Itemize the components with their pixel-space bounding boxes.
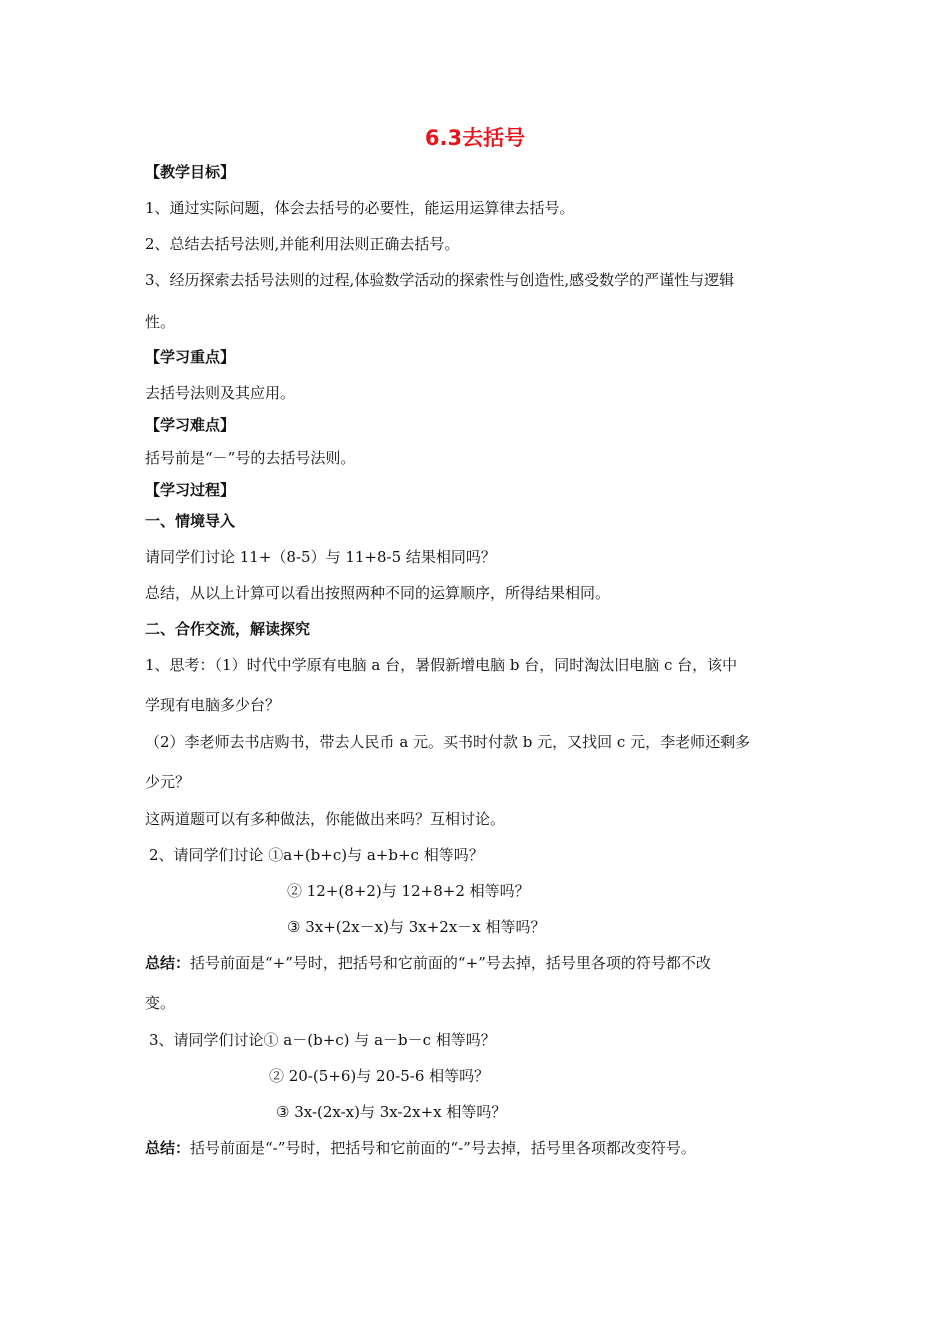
- difficulties-text: 括号前是“－”号的去括号法则。: [145, 449, 356, 467]
- objectives-heading: 【教学目标】: [145, 163, 236, 181]
- process-heading: 【学习过程】: [145, 481, 236, 499]
- summary1: [145, 953, 711, 973]
- objective-item-3-cont: 性。: [145, 313, 176, 331]
- discuss3-line-2: ② 20-(5+6)与 20-5-6 相等吗？: [269, 1067, 490, 1085]
- summary2-text: 括号前面是“-”号时，把括号和它前面的“-”号去掉，括号里各项都改变符号。: [190, 1139, 696, 1157]
- think-line-4: 少元？: [145, 773, 191, 791]
- summary1-label: 总结：: [145, 954, 191, 972]
- objective-item-3: 3、经历探索去括号法则的过程,体验数学活动的探索性与创造性,感受数学的严谨性与逻辑: [145, 271, 735, 289]
- section1-line-2: 总结，从以上计算可以看出按照两种不同的运算顺序，所得结果相同。: [145, 584, 611, 602]
- discuss3-line-1: 3、请同学们讨论① a－(b+c) 与 a－b－c 相等吗？: [149, 1031, 496, 1049]
- summary1-cont: 变。: [145, 994, 176, 1012]
- think-line-1: 1、思考：（1）时代中学原有电脑 a 台，暑假新增电脑 b 台，同时淘汰旧电脑 c 台，该中: [145, 656, 738, 674]
- section1-line-1: 请同学们讨论 11+（8-5）与 11+8-5 结果相同吗？: [145, 548, 496, 566]
- key-points-text: 去括号法则及其应用。: [145, 384, 296, 402]
- discuss2-line-1: 2、请同学们讨论 ①a+(b+c)与 a+b+c 相等吗？: [149, 846, 484, 864]
- summary2: [145, 1138, 696, 1158]
- key-points-heading: 【学习重点】: [145, 348, 236, 366]
- difficulties-heading: 【学习难点】: [145, 416, 236, 434]
- section2-heading: 二、合作交流，解读探究: [145, 620, 311, 638]
- discuss2-line-3: ③ 3x+(2x－x)与 3x+2x－x 相等吗？: [287, 918, 546, 936]
- objective-item-2: 2、总结去括号法则,并能利用法则正确去括号。: [145, 235, 460, 253]
- think-line-3: （2）李老师去书店购书，带去人民币 a 元。买书时付款 b 元，又找回 c 元，李老师还剩多: [145, 733, 751, 751]
- summary2-label: 总结：: [145, 1139, 191, 1157]
- think-line-2: 学现有电脑多少台？: [145, 696, 281, 714]
- summary1-text: 括号前面是“+”号时，把括号和它前面的“+”号去掉，括号里各项的符号都不改: [190, 954, 711, 972]
- discuss3-line-3: ③ 3x-(2x-x)与 3x-2x+x 相等吗？: [276, 1103, 507, 1121]
- section1-heading: 一、情境导入: [145, 512, 236, 530]
- document-title: 6.3去括号: [424, 126, 526, 150]
- objective-item-1: 1、通过实际问题，体会去括号的必要性，能运用运算律去括号。: [145, 199, 575, 217]
- discuss2-line-2: ② 12+(8+2)与 12+8+2 相等吗？: [287, 882, 530, 900]
- think-line-5: 这两道题可以有多种做法，你能做出来吗？互相讨论。: [145, 810, 506, 828]
